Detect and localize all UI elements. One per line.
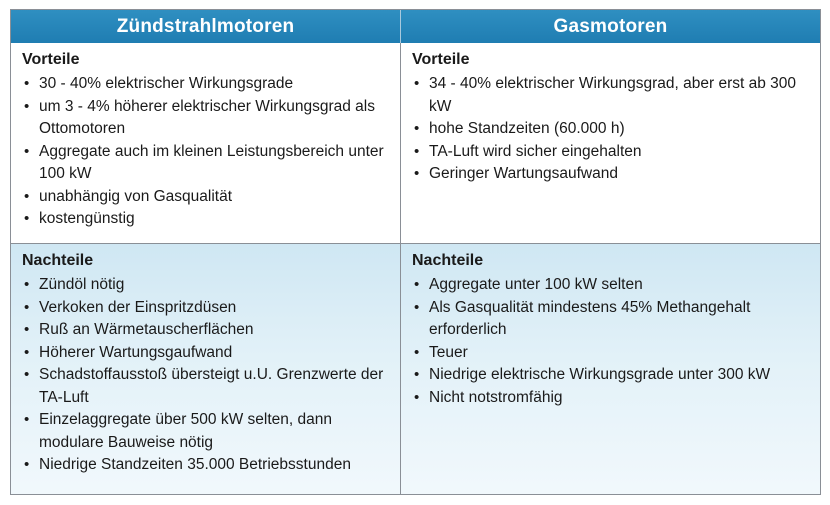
pros-cell-gasmotoren [401,43,820,244]
comparison-table [10,9,821,495]
list-item: • Als Gasqualität mindestens 45% Methangehalt erforderlich [412,297,810,342]
list-item: • Aggregate auch im kleinen Leistungsbereich unter 100 kW [22,141,390,186]
cons-title: Nachteile [412,252,484,269]
pros-title: Vorteile [412,51,470,68]
cons-list [412,274,810,409]
cons-cell-gasmotoren [401,244,820,494]
list-item: • TA-Luft wird sicher eingehalten [412,141,810,164]
list-item: • Schadstoffausstoß übersteigt u.U. Grenzwerte der TA-Luft [22,364,390,409]
list-item: • um 3 - 4% höherer elektrischer Wirkungsgrad als Ottomotoren [22,96,390,141]
list-item: • Verkoken der Einspritzdüsen [22,297,390,320]
list-item: • Aggregate unter 100 kW selten [412,274,810,297]
cons-title: Nachteile [22,252,94,269]
list-item: • Höherer Wartungsgaufwand [22,342,390,365]
list-item: • Geringer Wartungsaufwand [412,163,810,186]
list-item: • 30 - 40% elektrischer Wirkungsgrade [22,73,390,96]
list-item: • 34 - 40% elektrischer Wirkungsgrad, aber erst ab 300 kW [412,73,810,118]
pros-list [22,73,390,231]
list-item: • Nicht notstromfähig [412,387,810,410]
header-zuendstrahlmotoren: Zündstrahlmotoren [11,10,401,43]
list-item: • Teuer [412,342,810,365]
list-item: • hohe Standzeiten (60.000 h) [412,118,810,141]
list-item: • unabhängig von Gasqualität [22,186,390,209]
pros-title: Vorteile [22,51,80,68]
list-item: • Einzelaggregate über 500 kW selten, dann modulare Bauweise nötig [22,409,390,454]
list-item: • Zündöl nötig [22,274,390,297]
list-item: • Niedrige Standzeiten 35.000 Betriebsstunden [22,454,390,477]
cons-list [22,274,390,477]
pros-list [412,73,810,186]
list-item: • kostengünstig [22,208,390,231]
header-gasmotoren: Gasmotoren [401,10,820,43]
list-item: • Niedrige elektrische Wirkungsgrade unter 300 kW [412,364,810,387]
list-item: • Ruß an Wärmetauscherflächen [22,319,390,342]
cons-cell-zuendstrahlmotoren [11,244,401,494]
pros-cell-zuendstrahlmotoren [11,43,401,244]
